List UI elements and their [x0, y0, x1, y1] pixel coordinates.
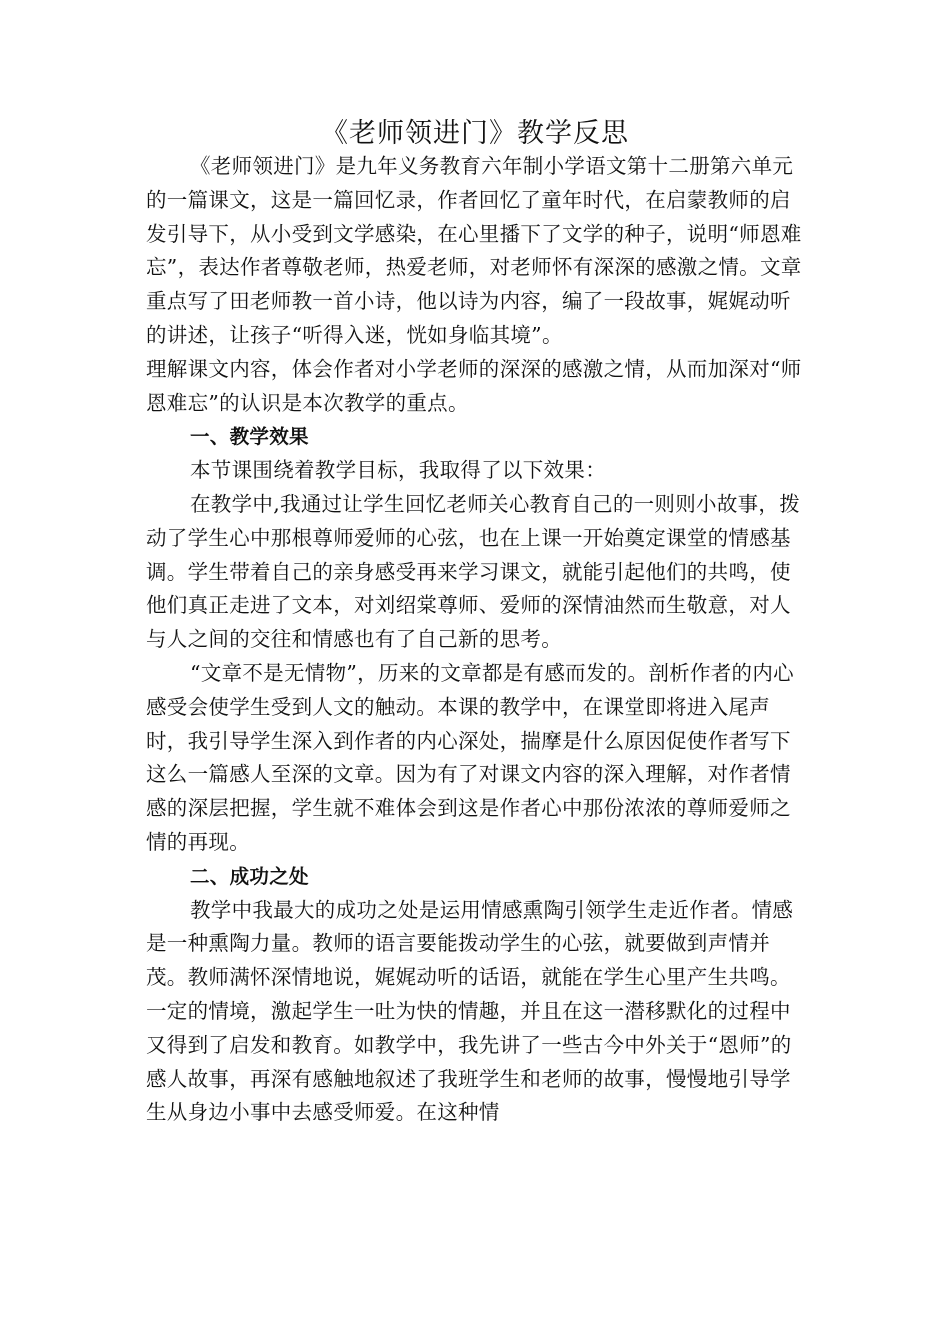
intro-paragraph: 《老师领进门》是九年义务教育六年制小学语文第十二册第六单元的一篇课文，这是一篇回忆录，作者回忆了童年时代，在启蒙教师的启发引导下，从小受到文学感染，在心里播下了文学的种子，说明“师恩难忘”，表达作者尊敬老师，热爱老师，对老师怀有深深的感激之情。文章重点写了田老师教一首小诗，他以诗为内容，编了一段故事，娓娓动听的讲述，让孩子“听得入迷，恍如身临其境”。 — [146, 154, 802, 347]
section-heading-successes: 二、成功之处 — [190, 864, 309, 888]
document-title: 《老师领进门》教学反思 — [321, 118, 629, 149]
section1-paragraph-3: “文章不是无情物”，历来的文章都是有感而发的。剖析作者的内心感受会使学生受到人文的触动。本课的教学中，在课堂即将进入尾声时，我引导学生深入到作者的内心深处，揣摩是什么原因促使作者写下这么一篇感人至深的文章。因为有了对课文内容的深入理解，对作者情感的深层把握，学生就不难体会到这是作者心中那份浓浓的尊师爱师之情的再现。 — [146, 660, 794, 854]
focus-paragraph: 理解课文内容，体会作者对小学老师的深深的感激之情，从而加深对“师恩难忘”的认识是本次教学的重点。 — [146, 356, 802, 415]
section-heading-teaching-effect: 一、教学效果 — [190, 425, 309, 449]
document-body — [146, 150, 810, 1130]
section2-paragraph-1: 教学中我最大的成功之处是运用情感熏陶引领学生走近作者。情感是一种熏陶力量。教师的语言要能拨动学生的心弦，就要做到声情并茂。教师满怀深情地说，娓娓动听的话语，就能在学生心里产生共鸣。一定的情境，激起学生一吐为快的情趣，并且在这一潜移默化的过程中又得到了启发和教育。如教学中，我先讲了一些古今中外关于“恩师”的感人故事，再深有感触地叙述了我班学生和老师的故事，慢慢地引导学生从身边小事中去感受师爱。在这种情 — [146, 897, 794, 1125]
section1-paragraph-1: 本节课围绕着教学目标，我取得了以下效果： — [190, 458, 606, 483]
section1-paragraph-2: 在教学中,我通过让学生回忆老师关心教育自己的一则则小故事，拨动了学生心中那根尊师爱师的心弦，也在上课一开始奠定课堂的情感基调。学生带着自己的亲身感受再来学习课文，就能引起他们的共鸣，使他们真正走进了文本，对刘绍棠尊师、爱师的深情油然而生敬意，对人与人之间的交往和情感也有了自己新的思考。 — [146, 491, 801, 652]
